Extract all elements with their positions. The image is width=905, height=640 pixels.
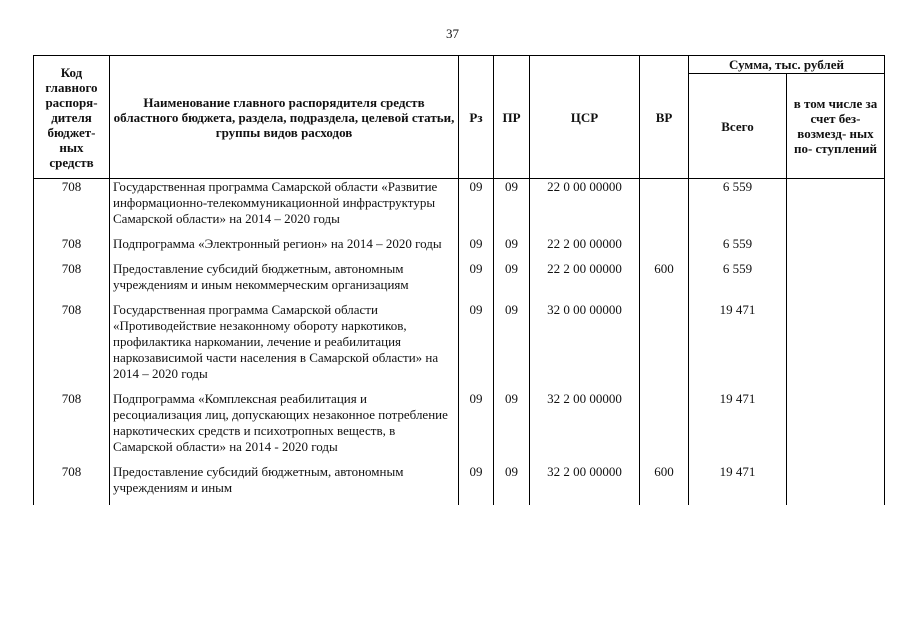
cell-rz: 09 <box>459 391 494 464</box>
cell-rz: 09 <box>459 179 494 237</box>
cell-pr: 09 <box>494 236 530 261</box>
cell-rz: 09 <box>459 464 494 505</box>
cell-csr: 32 0 00 00000 <box>530 302 640 391</box>
cell-name: Государственная программа Самарской области «Развитие информационно-телекоммуникационной инфраструктуры Самарской области» на 2014 – 2020 годы <box>110 179 459 237</box>
cell-total: 6 559 <box>689 261 787 302</box>
cell-gratuitous <box>787 261 885 302</box>
cell-vr <box>640 391 689 464</box>
cell-name: Подпрограмма «Электронный регион» на 2014 – 2020 годы <box>110 236 459 261</box>
cell-total: 19 471 <box>689 464 787 505</box>
header-code: Код главного распоря- дителя бюджет- ных средств <box>34 56 110 179</box>
cell-vr: 600 <box>640 261 689 302</box>
cell-pr: 09 <box>494 391 530 464</box>
page-number: 37 <box>446 26 459 41</box>
header-rz: Рз <box>459 56 494 179</box>
table-header <box>34 56 885 179</box>
cell-pr: 09 <box>494 464 530 505</box>
cell-rz: 09 <box>459 302 494 391</box>
header-csr: ЦСР <box>530 56 640 179</box>
cell-code: 708 <box>34 302 110 391</box>
table-row <box>34 391 885 464</box>
cell-total: 19 471 <box>689 391 787 464</box>
cell-rz: 09 <box>459 236 494 261</box>
cell-csr: 32 2 00 00000 <box>530 464 640 505</box>
table-row <box>34 261 885 302</box>
header-gratuitous: в том числе за счет без- возмезд- ных по- ступлений <box>787 74 885 179</box>
cell-code: 708 <box>34 236 110 261</box>
header-total: Всего <box>689 74 787 179</box>
cell-vr <box>640 302 689 391</box>
cell-code: 708 <box>34 391 110 464</box>
table-row <box>34 179 885 237</box>
header-pr: ПР <box>494 56 530 179</box>
table-row <box>34 236 885 261</box>
cell-pr: 09 <box>494 261 530 302</box>
header-vr: ВР <box>640 56 689 179</box>
cell-name: Подпрограмма «Комплексная реабилитация и ресоциализация лиц, допускающих незаконное потребление наркотических средств и психотропных веществ, в Самарской области» на 2014 - 2020 годы <box>110 391 459 464</box>
cell-name: Предоставление субсидий бюджетным, автономным учреждениям и иным <box>110 464 459 505</box>
cell-csr: 22 0 00 00000 <box>530 179 640 237</box>
cell-total: 6 559 <box>689 179 787 237</box>
cell-name: Государственная программа Самарской области «Противодействие незаконному обороту наркотиков, профилактика наркомании, лечение и реабилитация наркозависимой части населения в Самарской области» на 2014 – 2020 годы <box>110 302 459 391</box>
cell-code: 708 <box>34 464 110 505</box>
cell-vr: 600 <box>640 464 689 505</box>
cell-csr: 32 2 00 00000 <box>530 391 640 464</box>
cell-gratuitous <box>787 391 885 464</box>
table-row <box>34 464 885 505</box>
budget-table <box>33 55 885 505</box>
cell-gratuitous <box>787 236 885 261</box>
table-row <box>34 302 885 391</box>
cell-pr: 09 <box>494 302 530 391</box>
cell-pr: 09 <box>494 179 530 237</box>
table-body <box>34 179 885 506</box>
cell-total: 19 471 <box>689 302 787 391</box>
cell-code: 708 <box>34 261 110 302</box>
cell-name: Предоставление субсидий бюджетным, автономным учреждениям и иным некоммерческим организациям <box>110 261 459 302</box>
cell-code: 708 <box>34 179 110 237</box>
cell-csr: 22 2 00 00000 <box>530 261 640 302</box>
cell-vr <box>640 236 689 261</box>
cell-gratuitous <box>787 179 885 237</box>
header-sum: Сумма, тыс. рублей <box>689 56 885 74</box>
cell-gratuitous <box>787 464 885 505</box>
header-name: Наименование главного распорядителя средств областного бюджета, раздела, подраздела, целевой статьи, группы видов расходов <box>110 56 459 179</box>
cell-vr <box>640 179 689 237</box>
cell-rz: 09 <box>459 261 494 302</box>
cell-gratuitous <box>787 302 885 391</box>
cell-total: 6 559 <box>689 236 787 261</box>
cell-csr: 22 2 00 00000 <box>530 236 640 261</box>
